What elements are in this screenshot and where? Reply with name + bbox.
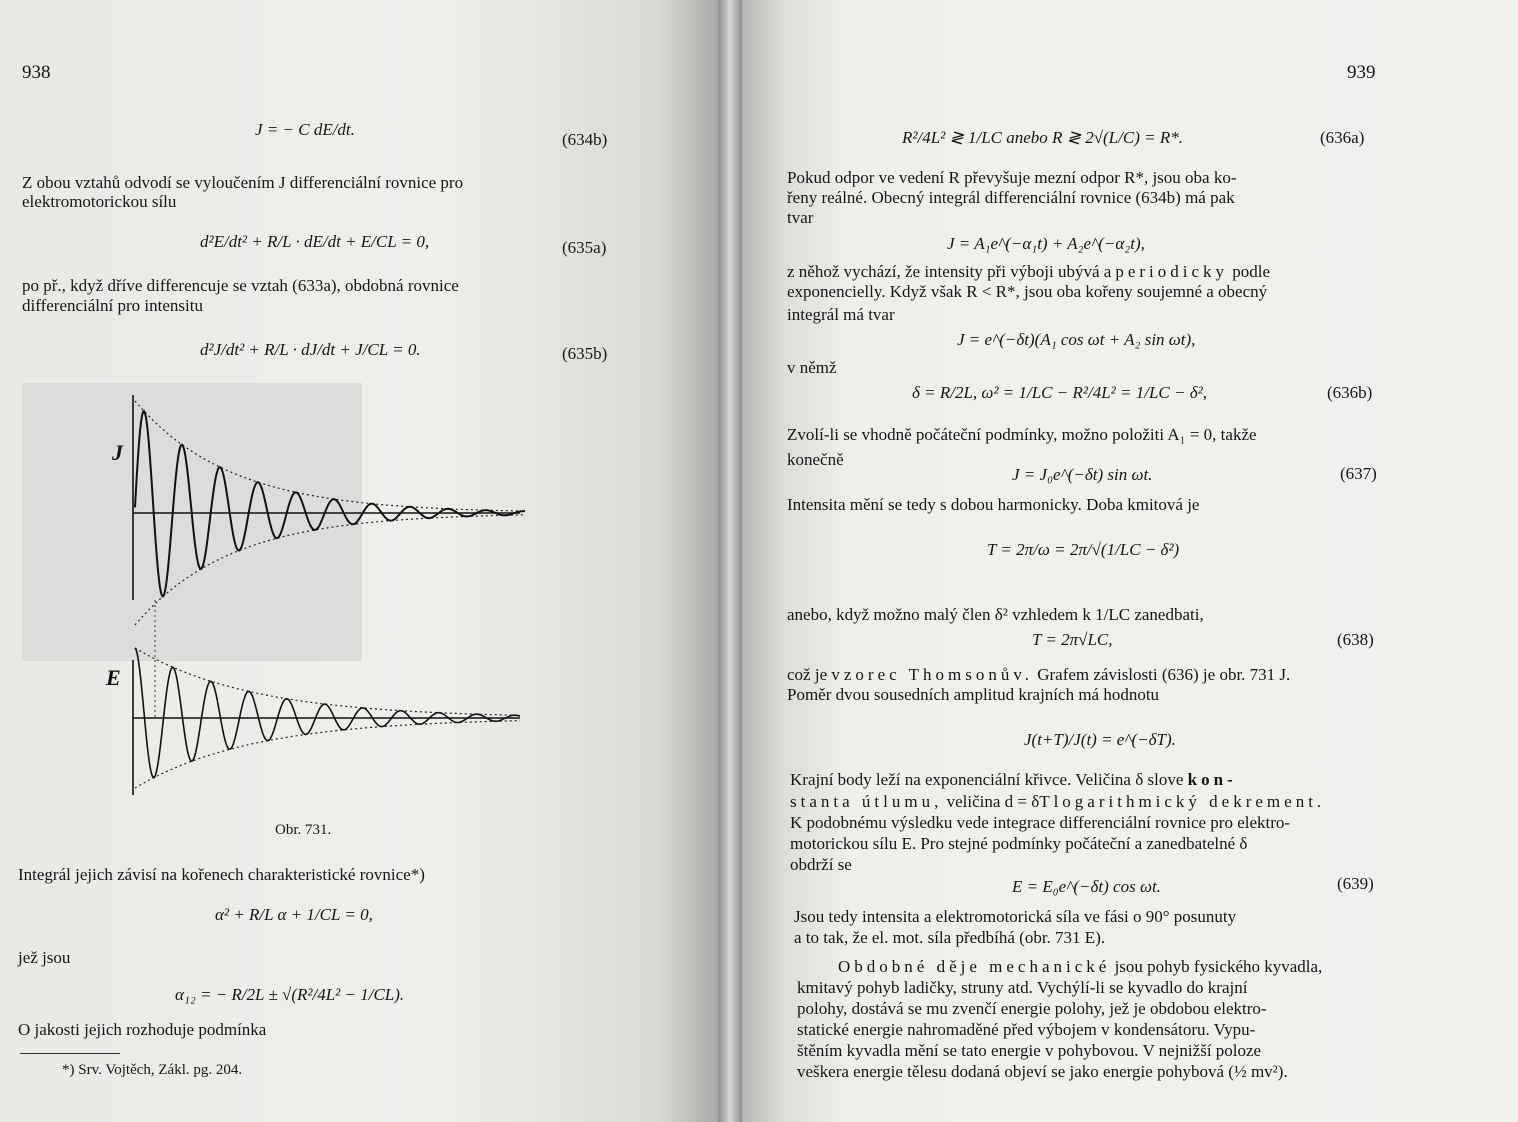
paragraph-line: Z obou vztahů odvodí se vyloučením J differenciální rovnice pro [22, 173, 464, 192]
paragraph-line [790, 770, 1237, 790]
equation-number: (639) [1337, 874, 1374, 893]
e-damped-curve [135, 648, 520, 778]
paragraph-line [787, 665, 1290, 685]
text-run: veličina d = δT [946, 792, 1050, 811]
paragraph-line: Integrál jejich závisí na kořenech charakteristické rovnice*) [18, 865, 425, 884]
paragraph-line [787, 262, 1270, 282]
paragraph-line: Intensita mění se tedy s dobou harmonicky. Doba kmitová je [787, 495, 1200, 514]
equation-636b: δ = R/2L, ω² = 1/LC − R²/4L² = 1/LC − δ², [912, 383, 1207, 402]
figure-label-j: J [112, 440, 123, 465]
paragraph-line [790, 792, 1325, 812]
text-run: jsou pohyb fysického kyvadla, [1114, 957, 1323, 976]
footnote: *) Srv. Vojtěch, Zákl. pg. 204. [62, 1062, 243, 1078]
j-damped-curve [135, 411, 525, 596]
text-run: což je [787, 665, 828, 684]
emphasis-text: logarithmický dekrement. [1053, 792, 1326, 811]
equation-number: (636b) [1327, 383, 1373, 402]
paragraph-line: K podobnému výsledku vede integrace differenciální rovnice pro elektro- [790, 813, 1291, 832]
emphasis-text: Obdobné děje mechanické [838, 957, 1111, 976]
figure-label-e: E [106, 665, 121, 690]
paragraph-line: řeny reálné. Obecný integrál differenciální rovnice (634b) má pak [787, 188, 1235, 207]
paragraph-line: Pokud odpor ve vedení R převyšuje mezní odpor R*, jsou oba ko- [787, 168, 1237, 187]
paragraph-line: Jsou tedy intensita a elektromotorická síla ve fási o 90° posunuty [794, 907, 1237, 926]
equation-number: (638) [1337, 630, 1374, 649]
book-gutter [718, 0, 742, 1122]
paragraph-line: jež jsou [18, 948, 71, 967]
equation-number: (634b) [562, 130, 608, 149]
text-run: podle [1232, 262, 1271, 281]
page-number: 939 [1347, 62, 1376, 83]
equation-635a: d²E/dt² + R/L · dE/dt + E/CL = 0, [200, 232, 430, 251]
paragraph-line [838, 957, 1322, 977]
equation-number: (637) [1340, 464, 1377, 483]
equation-635b: d²J/dt² + R/L · dJ/dt + J/CL = 0. [200, 340, 421, 359]
text-run: Grafem závislosti (636) je obr. 731 J. [1037, 665, 1291, 684]
emphasis-text: kon- [1187, 770, 1237, 789]
emphasis-text: vzorec Thomsonův. [831, 665, 1033, 684]
paragraph-line: po př., když dříve differencuje se vztah (633a), obdobná rovnice [22, 276, 459, 295]
paragraph-line: tvar [787, 208, 814, 227]
footnote-rule [20, 1053, 120, 1054]
paragraph-line: O jakosti jejich rozhoduje podmínka [18, 1020, 267, 1039]
paragraph-line: a to tak, že el. mot. síla předbíhá (obr. 731 E). [794, 928, 1106, 947]
paragraph-line: statické energie nahromaděné před výbojem v kondensátoru. Vypu- [797, 1020, 1256, 1039]
paragraph-line: Poměr dvou sousedních amplitud krajních má hodnotu [787, 685, 1160, 704]
paragraph-line: exponencielly. Když však R < R*, jsou oba kořeny soujemné a obecný [787, 282, 1268, 301]
equation-638: T = 2π√LC, [1032, 630, 1113, 649]
paragraph-line: konečně [787, 450, 844, 469]
equation-637: J = J₀e^(−δt) sin ωt. [1012, 465, 1153, 484]
equation-amplitude-ratio: J(t+T)/J(t) = e^(−δT). [1024, 730, 1176, 749]
paragraph-line: polohy, dostává se mu zvenčí energie polohy, jež je obdobou elektro- [797, 999, 1267, 1018]
equation-number: (635b) [562, 344, 608, 363]
e-envelope-lower [135, 721, 520, 788]
equation-number: (635a) [562, 238, 607, 257]
paragraph-line: integrál má tvar [787, 305, 895, 324]
paragraph-line: kmitavý pohyb ladičky, struny atd. Vychýlí-li se kyvadlo do krajní [797, 978, 1248, 997]
equation-roots: α₁₂ = − R/2L ± √(R²/4L² − 1/CL). [175, 985, 405, 1004]
paragraph-line: obdrží se [790, 855, 852, 874]
paragraph-line: anebo, když možno malý člen δ² vzhledem k 1/LC zanedbati, [787, 605, 1204, 624]
equation-characteristic: α² + R/L α + 1/CL = 0, [215, 905, 373, 924]
left-page [0, 0, 718, 1122]
paragraph-line: štěním kyvadla mění se tato energie v pohybovou. V nejnižší poloze [797, 1041, 1262, 1060]
text-run: Krajní body leží na exponenciální křivce. Veličina δ slove [790, 770, 1184, 789]
paragraph-line: veškera energie tělesu dodaná objeví se jako energie pohybová (½ mv²). [797, 1062, 1288, 1081]
text-run: z něhož vychází, že intensity při výboji ubývá [787, 262, 1100, 281]
emphasis-text: stanta útlumu, [790, 792, 943, 811]
figure-731 [100, 385, 540, 805]
equation-aperiodic: J = A₁e^(−α₁t) + A₂e^(−α₂t), [947, 234, 1145, 253]
equation-number: (636a) [1320, 128, 1365, 147]
paragraph-line: v němž [787, 358, 837, 377]
equation-oscillating: J = e^(−δt)(A₁ cos ωt + A₂ sin ωt), [957, 330, 1196, 349]
equation-636a: R²/4L² ≷ 1/LC anebo R ≷ 2√(L/C) = R*. [902, 128, 1183, 147]
figure-caption: Obr. 731. [275, 822, 332, 838]
equation-634b: J = − C dE/dt. [255, 120, 355, 139]
emphasis-text: aperiodicky [1103, 262, 1229, 281]
right-page [742, 0, 1518, 1122]
paragraph-line: elektromotorickou sílu [22, 192, 177, 211]
paragraph-line: motorickou sílu E. Pro stejné podmínky počáteční a zanedbatelné δ [790, 834, 1248, 853]
equation-period: T = 2π/ω = 2π/√(1/LC − δ²) [987, 540, 1180, 559]
equation-639: E = E₀e^(−δt) cos ωt. [1012, 877, 1161, 896]
page-number: 938 [22, 62, 51, 83]
paragraph-line: differenciální pro intensitu [22, 296, 203, 315]
paragraph-line: Zvolí-li se vhodně počáteční podmínky, možno položiti A₁ = 0, takže [787, 425, 1257, 444]
j-envelope-upper [135, 401, 525, 511]
